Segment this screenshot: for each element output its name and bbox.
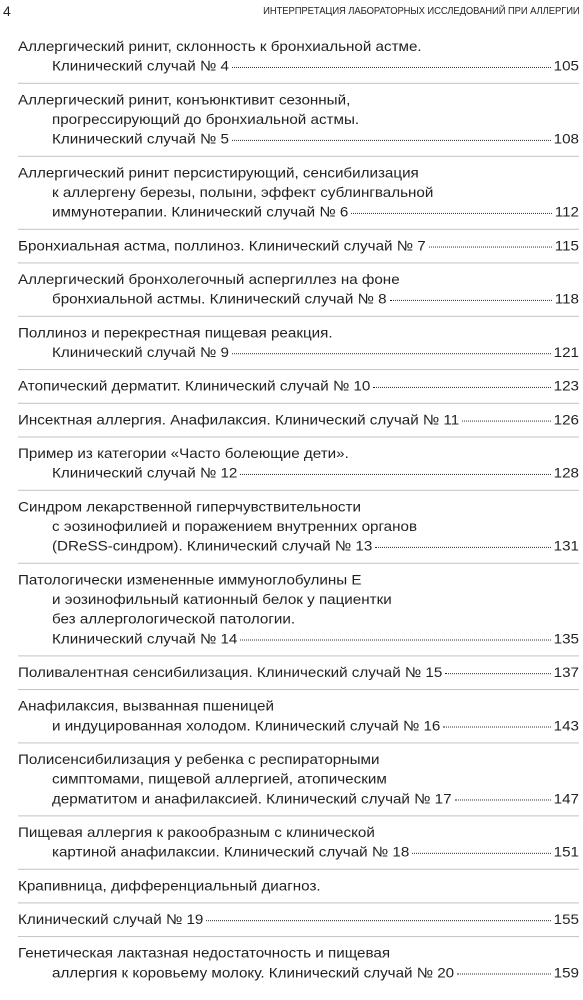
toc-page-number: 137 [553,664,579,681]
toc-entry[interactable] [18,663,579,690]
dot-leader [206,920,550,921]
toc-line [18,37,579,57]
toc-entry-text: Клинический случай № 12 [52,465,238,482]
toc-entry-text: Клинический случай № 19 [18,911,204,928]
dot-leader [232,353,551,354]
toc-line [18,464,579,484]
toc-line [18,629,579,649]
toc-line [18,57,579,77]
toc-page-number: 126 [553,412,579,429]
toc-line [18,270,579,290]
toc-line [18,716,579,736]
toc-entry-text: аллергия к коровьему молоку. Клинический случай № 20 [52,965,455,982]
dot-leader [240,474,550,475]
toc-line [18,497,579,517]
toc-entry-text: Патологически измененные иммуноглобулины Е [18,572,362,589]
toc-page-number: 135 [553,631,579,648]
dot-leader [457,974,551,975]
toc-entry[interactable] [18,910,579,937]
toc-entry[interactable] [18,323,579,370]
toc-entry-text: прогрессирующий до бронхиальной астмы. [52,111,360,128]
toc-entry-text: Аллергический ринит, склонность к бронхиальной астме. [18,38,422,55]
toc-page-number: 121 [553,344,579,361]
toc-entry-text: Клинический случай № 4 [52,58,229,75]
toc-entry[interactable] [18,236,579,263]
toc-page-number: 112 [554,204,579,221]
toc-page-number: 155 [553,911,579,928]
toc-line [18,90,579,110]
toc-entry-text: Клинический случай № 5 [52,131,229,148]
dot-leader [390,300,552,301]
toc-entry-text: к аллергену березы, полыни, эффект сублингвальной [52,184,434,201]
dot-leader [462,421,550,422]
toc-entry-text: картиной анафилаксии. Клинический случай № 18 [52,844,410,861]
toc-line [18,236,579,256]
toc-entry[interactable] [18,444,579,491]
dot-leader [445,673,550,674]
toc-entry-text: Аллергический ринит персистирующий, сенсибилизация [18,165,419,182]
toc-entry-text: Анафилаксия, вызванная пшеницей [18,698,274,715]
toc-entry-text: Пищевая аллергия к ракообразным с клинической [18,824,375,841]
toc-entry[interactable] [18,697,579,744]
toc-line [18,377,579,397]
toc-line [18,770,579,790]
toc-line [18,910,579,930]
toc-entry-text: бронхиальной астмы. Клинический случай № 8 [52,291,387,308]
toc-page-number: 151 [553,844,579,861]
toc-line [18,789,579,809]
running-title: ИНТЕРПРЕТАЦИЯ ЛАБОРАТОРНЫХ ИССЛЕДОВАНИЙ ПРИ АЛЛЕРГИИ [263,5,580,17]
toc-line [18,537,579,557]
toc-entry-text: и эозинофильный катионный белок у пациентки [52,591,392,608]
toc-entry-text: Синдром лекарственной гиперчувствительности [18,499,361,516]
toc-entry-text: Полисенсибилизация у ребенка с респираторными [18,751,380,768]
dot-leader [232,67,551,68]
toc-entry-text: с эозинофилией и поражением внутренних органов [52,518,418,535]
toc-line [18,750,579,770]
toc-page-number: 128 [553,465,579,482]
toc-entry[interactable] [18,944,579,990]
toc-line [18,517,579,537]
toc-entry-text: без аллергологической патологии. [52,611,296,628]
toc-entry-text: Инсектная аллергия. Анафилаксия. Клинический случай № 11 [18,412,460,429]
toc-line [18,876,579,896]
toc-entry-text: (DReSS-синдром). Клинический случай № 13 [52,538,373,555]
toc-entry[interactable] [18,410,579,437]
toc-entry-text: Атопический дерматит. Клинический случай № 10 [18,378,371,395]
toc-page-number: 115 [554,238,579,255]
toc-line [18,610,579,630]
table-of-contents [18,37,579,996]
toc-line [18,110,579,130]
toc-line [18,843,579,863]
toc-entry[interactable] [18,823,579,870]
dot-leader [412,853,550,854]
toc-entry-text: Клинический случай № 14 [52,631,238,648]
toc-page-number: 147 [553,791,579,808]
toc-page-number: 105 [553,58,579,75]
toc-entry-text: Бронхиальная астма, поллиноз. Клинический случай № 7 [18,238,426,255]
toc-line [18,444,579,464]
toc-entry-text: Генетическая лактазная недостаточность и пищевая [18,945,391,962]
page-header [3,3,580,21]
toc-line [18,697,579,717]
toc-entry[interactable] [18,497,579,563]
toc-entry[interactable] [18,570,579,656]
toc-entry-text: Крапивница, дифференциальный диагноз. [18,878,321,895]
toc-line [18,823,579,843]
toc-entry[interactable] [18,270,579,317]
toc-entry-text: Поливалентная сенсибилизация. Клинический случай № 15 [18,664,443,681]
toc-line [18,343,579,363]
toc-line [18,410,579,430]
toc-entry-text: Пример из категории «Часто болеющие дети». [18,445,349,462]
toc-page-number: 118 [554,291,579,308]
toc-entry[interactable] [18,750,579,816]
toc-line [18,944,579,964]
toc-entry[interactable] [18,90,579,156]
toc-line [18,290,579,310]
dot-leader [455,800,551,801]
toc-entry-text: Аллергический ринит, конъюнктивит сезонный, [18,92,351,109]
toc-line [18,963,579,983]
toc-page-number: 108 [553,131,579,148]
dot-leader [429,247,552,248]
toc-entry-text: симптомами, пищевой аллергией, атопическим [52,771,387,788]
toc-entry[interactable] [18,37,579,84]
toc-entry-text: Аллергический бронхолегочный аспергиллез на фоне [18,271,400,288]
toc-line [18,590,579,610]
toc-line [18,163,579,183]
toc-entry-text: Поллиноз и перекрестная пищевая реакция. [18,325,333,342]
dot-leader [373,387,550,388]
toc-line [18,203,579,223]
toc-entry[interactable] [18,377,579,404]
dot-leader [240,640,550,641]
toc-line [18,570,579,590]
toc-page-number: 143 [553,718,579,735]
toc-page-number: 131 [553,538,579,555]
dot-leader [443,727,550,728]
toc-entry[interactable] [18,163,579,229]
dot-leader [351,213,551,214]
toc-line [18,183,579,203]
page-number: 4 [3,3,11,19]
toc-line [18,130,579,150]
toc-entry-text: и индуцированная холодом. Клинический случай № 16 [52,718,441,735]
toc-page-number: 123 [553,378,579,395]
toc-entry-text: иммунотерапии. Клинический случай № 6 [52,204,349,221]
toc-entry-text: дерматитом и анафилаксией. Клинический случай № 17 [52,791,452,808]
toc-line [18,323,579,343]
dot-leader [232,140,551,141]
toc-line [18,663,579,683]
toc-entry[interactable] [18,876,579,903]
dot-leader [375,547,550,548]
toc-page-number: 159 [553,965,579,982]
toc-entry-text: Клинический случай № 9 [52,344,229,361]
